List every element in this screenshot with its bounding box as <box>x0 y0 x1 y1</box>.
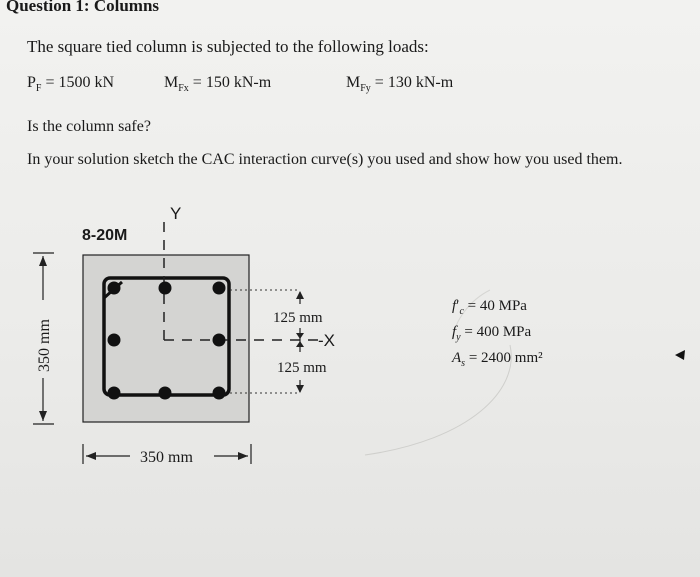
y-axis-label: Y <box>170 204 182 223</box>
rebar <box>108 334 121 347</box>
rebar <box>213 334 226 347</box>
property-fy: $f_y = 400$ MPa <box>452 324 532 343</box>
instruction-text: In your solution sketch the CAC interaction curve(s) you used and show how you used them. <box>27 151 623 168</box>
top-cover-dimension: 125 mm <box>273 310 323 326</box>
dimension-arrowhead <box>296 333 304 339</box>
rebar <box>213 387 226 400</box>
dimension-arrowhead <box>296 385 304 393</box>
dimension-arrowhead <box>86 452 96 460</box>
dimension-arrowhead <box>296 291 304 299</box>
dimension-arrowhead <box>296 341 304 347</box>
load-mfx: $M_{Fx} = 150$ kN-m <box>164 74 272 95</box>
bottom-cover-dimension: 125 mm <box>277 360 327 376</box>
height-dimension: 350 mm <box>36 319 53 372</box>
property-fc: $f'_c = 40$ MPa <box>452 298 527 317</box>
rebar <box>159 387 172 400</box>
rebar <box>159 282 172 295</box>
bar-count-label: 8-20M <box>82 227 128 244</box>
rebar <box>213 282 226 295</box>
intro-text: The square tied column is subjected to the following loads: <box>27 37 429 56</box>
question-prompt: Is the column safe? <box>27 118 151 135</box>
question-title: Question 1: Columns <box>6 0 160 15</box>
property-as: $A_s = 2400$ mm² <box>452 350 543 369</box>
cursor-icon <box>675 350 685 360</box>
dimension-arrowhead <box>39 256 47 266</box>
rebar <box>108 282 121 295</box>
load-pf: $P_F = 1500$ kN <box>27 74 115 95</box>
rebar <box>108 387 121 400</box>
width-dimension: 350 mm <box>140 449 193 466</box>
load-mfy: $M_{Fy} = 130$ kN-m <box>346 74 454 95</box>
dimension-arrowhead <box>39 411 47 421</box>
dimension-arrowhead <box>238 452 248 460</box>
x-axis-label: -X <box>318 331 335 350</box>
material-properties <box>452 296 543 374</box>
